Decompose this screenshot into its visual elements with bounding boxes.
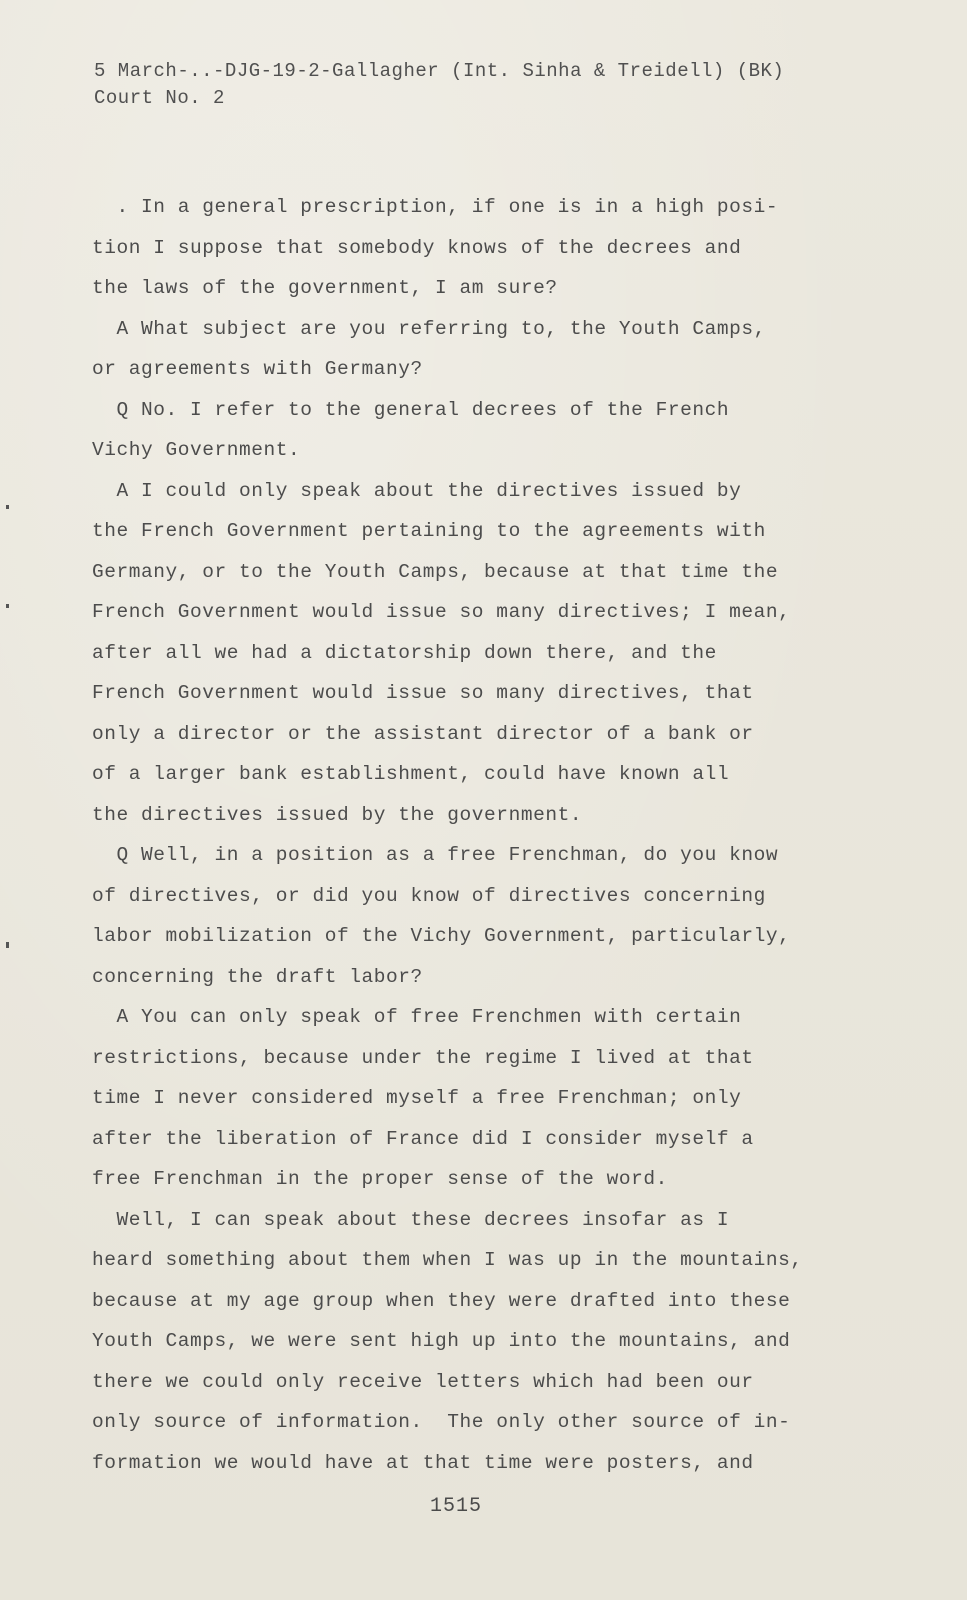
text-line: Vichy Government.: [92, 439, 301, 461]
text-line: formation we would have at that time were posters, and: [92, 1451, 754, 1474]
text-line: the laws of the government, I am sure?: [92, 277, 558, 299]
margin-mark: [6, 505, 9, 509]
text-line: the French Government pertaining to the agreements with: [92, 520, 766, 542]
paragraph: [92, 309, 912, 390]
margin-mark: [6, 604, 9, 608]
text-line: A You can only speak of free Frenchmen with certain: [92, 1006, 742, 1028]
text-line: Youth Camps, we were sent high up into the mountains, and: [92, 1330, 791, 1352]
text-line: Germany, or to the Youth Camps, because at that time the: [92, 560, 779, 583]
text-line: A I could only speak about the directives issued by: [92, 479, 742, 502]
header-line-2: Court No. 2: [94, 87, 225, 109]
text-line: the directives issued by the government.: [92, 803, 583, 826]
text-line: labor mobilization of the Vichy Government, particularly,: [92, 925, 791, 947]
text-line: restrictions, because under the regime I lived at that: [92, 1046, 754, 1069]
page-number: 1515: [430, 1495, 483, 1518]
paragraph: [92, 997, 912, 1200]
text-line: free Frenchman in the proper sense of the word.: [92, 1168, 668, 1190]
text-line: A What subject are you referring to, the Youth Camps,: [92, 317, 766, 340]
transcript-body: [92, 187, 912, 1483]
transcript-header: [94, 58, 784, 112]
margin-mark: [6, 942, 9, 948]
text-line: or agreements with Germany?: [92, 358, 423, 380]
text-line: tion I suppose that somebody knows of the decrees and: [92, 236, 742, 259]
text-line: of a larger bank establishment, could have known all: [92, 763, 730, 785]
text-line: after all we had a dictatorship down there, and the: [92, 641, 717, 664]
text-line: Q Well, in a position as a free Frenchman, do you know: [92, 844, 779, 866]
paragraph: [92, 390, 912, 471]
text-line: there we could only receive letters which had been our: [92, 1370, 754, 1393]
text-line: French Government would issue so many directives; I mean,: [92, 601, 791, 623]
text-line: time I never considered myself a free Frenchman; only: [92, 1087, 742, 1109]
paragraph: [92, 1200, 912, 1484]
paragraph: [92, 471, 912, 836]
text-line: of directives, or did you know of directives concerning: [92, 884, 766, 907]
paragraph: [92, 187, 912, 309]
header-line-1: 5 March-..-DJG-19-2-Gallagher (Int. Sinha & Treidell) (BK): [94, 60, 785, 82]
text-line: Q No. I refer to the general decrees of the French: [92, 398, 730, 421]
text-line: only source of information. The only other source of in-: [92, 1411, 791, 1433]
text-line: Well, I can speak about these decrees insofar as I: [92, 1208, 730, 1231]
text-line: heard something about them when I was up in the mountains,: [92, 1249, 803, 1271]
paragraph: [92, 835, 912, 997]
text-line: after the liberation of France did I consider myself a: [92, 1127, 754, 1150]
text-line: only a director or the assistant director of a bank or: [92, 722, 754, 745]
text-line: concerning the draft labor?: [92, 965, 423, 988]
text-line: . In a general prescription, if one is in a high posi-: [92, 196, 779, 218]
text-line: French Government would issue so many directives, that: [92, 682, 754, 704]
text-line: because at my age group when they were drafted into these: [92, 1289, 791, 1312]
